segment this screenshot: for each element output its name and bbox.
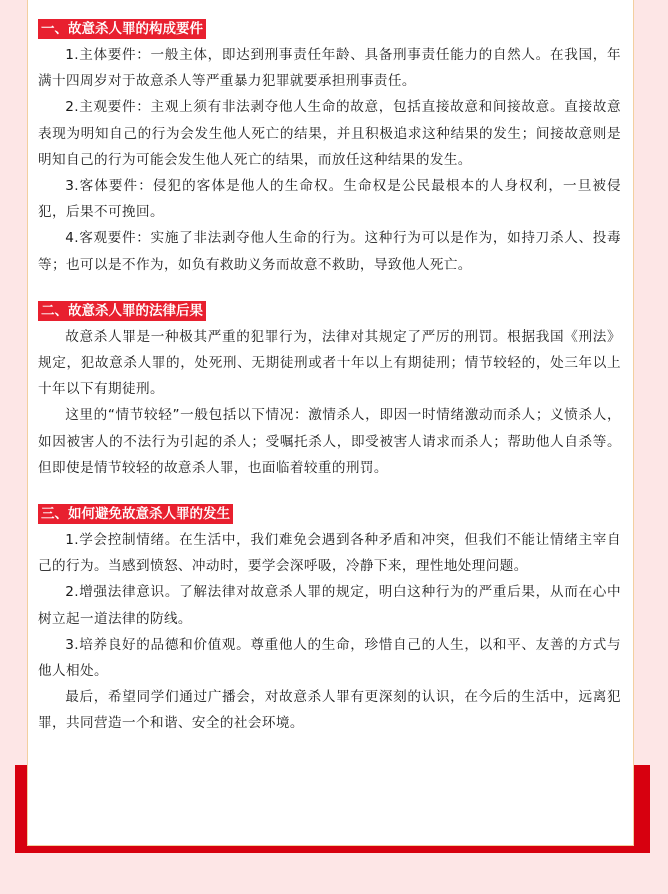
paragraph: 1.学会控制情绪。在生活中，我们难免会遇到各种矛盾和冲突，但我们不能让情绪主宰自己的行为。当感到愤怒、冲动时，要学会深呼吸，冷静下来，理性地处理问题。: [38, 532, 621, 575]
section-heading: 一、故意杀人罪的构成要件: [38, 19, 206, 39]
section-heading: 二、故意杀人罪的法律后果: [38, 301, 206, 321]
paragraph: 这里的“情节较轻”一般包括以下情况：激情杀人，即因一时情绪激动而杀人；义愤杀人，如因被害人的不法行为引起的杀人；受嘱托杀人，即受被害人请求而杀人；帮助他人自杀等。但即使是情节较轻的故意杀人罪，也面临着较重的刑罚。: [38, 407, 621, 476]
section-elements: [38, 18, 621, 278]
paragraph: 4.客观要件：实施了非法剥夺他人生命的行为。这种行为可以是作为，如持刀杀人、投毒等；也可以是不作为，如负有救助义务而故意不救助，导致他人死亡。: [38, 230, 621, 273]
paragraph: 3.培养良好的品德和价值观。尊重他人的生命，珍惜自己的人生，以和平、友善的方式与他人相处。: [38, 636, 621, 680]
paragraph: 1.主体要件：一般主体，即达到刑事责任年龄、具备刑事责任能力的自然人。在我国，年满十四周岁对于故意杀人等严重暴力犯罪就要承担刑事责任。: [38, 47, 621, 90]
article-content: [38, 18, 621, 759]
paragraph: 3.客体要件：侵犯的客体是他人的生命权。生命权是公民最根本的人身权利，一旦被侵犯，后果不可挽回。: [38, 178, 621, 221]
paragraph: 2.增强法律意识。了解法律对故意杀人罪的规定，明白这种行为的严重后果，从而在心中树立起一道法律的防线。: [38, 584, 621, 627]
paragraph: 最后，希望同学们通过广播会，对故意杀人罪有更深刻的认识，在今后的生活中，远离犯罪，共同营造一个和谐、安全的社会环境。: [38, 689, 621, 732]
section-prevention: [38, 503, 621, 737]
paragraph: 故意杀人罪是一种极其严重的犯罪行为，法律对其规定了严厉的刑罚。根据我国《刑法》规定，犯故意杀人罪的，处死刑、无期徒刑或者十年以上有期徒刑；情节较轻的，处三年以上十年以下有期徒刑。: [38, 328, 621, 398]
article-card: [27, 0, 634, 846]
section-consequences: [38, 300, 621, 481]
section-heading: 三、如何避免故意杀人罪的发生: [38, 504, 233, 524]
paragraph: 2.主观要件：主观上须有非法剥夺他人生命的故意，包括直接故意和间接故意。直接故意表现为明知自己的行为会发生他人死亡的结果，并且积极追求这种结果的发生；间接故意则是明知自己的行为可能会发生他人死亡的结果，而放任这种结果的发生。: [38, 99, 621, 168]
